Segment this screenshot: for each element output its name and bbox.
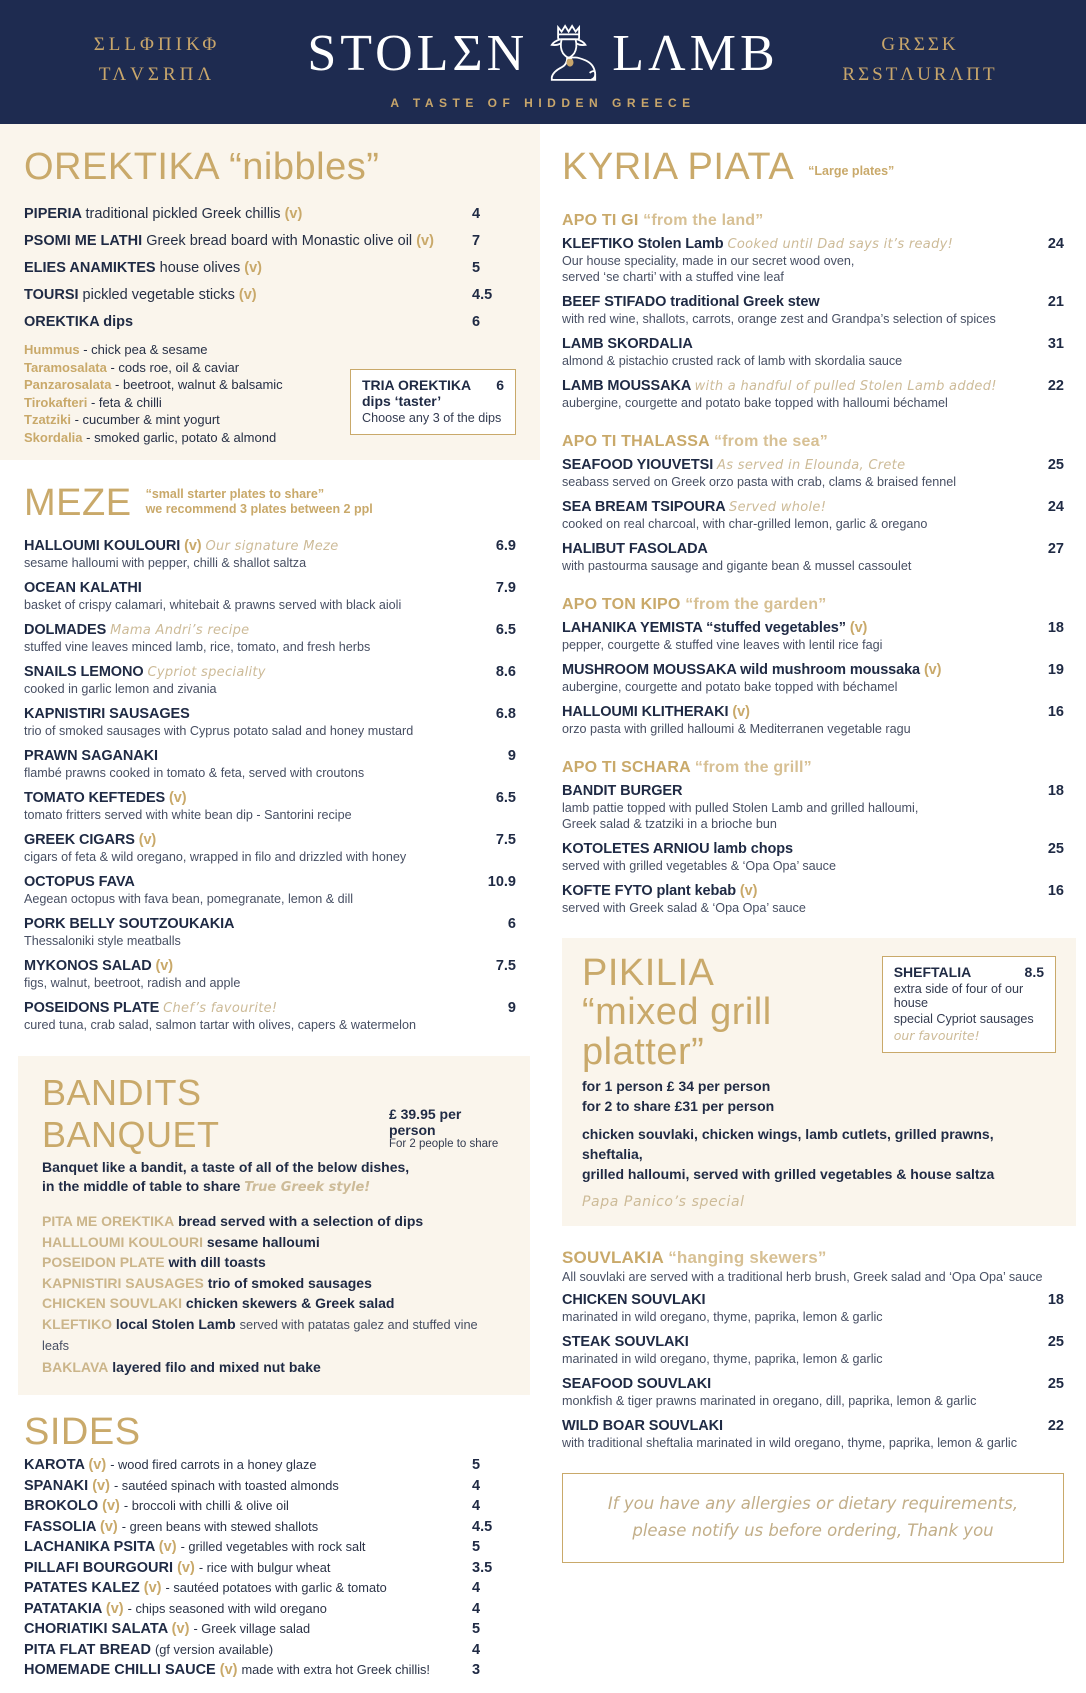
section-kyria-piata xyxy=(540,124,1086,916)
sides-item[interactable] xyxy=(24,1601,516,1617)
allergy-line1: If you have any allergies or dietary requirements, xyxy=(607,1494,1019,1513)
kyria-item[interactable] xyxy=(562,783,1064,832)
kyria-item-name: SEA BREAM TSIPOURA Served whole! xyxy=(562,499,827,515)
kyria-item[interactable] xyxy=(562,620,1064,653)
sides-item[interactable] xyxy=(24,1519,516,1535)
kyria-item-desc: aubergine, courgette and potato bake topped with halloumi béchamel xyxy=(562,396,948,410)
banquet-item-name: HALLLOUMI KOULOURI xyxy=(42,1233,203,1250)
banquet-item xyxy=(42,1232,506,1253)
souvlakia-item-desc: marinated in wild oregano, thyme, paprika, lemon & garlic xyxy=(562,1310,883,1324)
section-meze xyxy=(0,460,540,1048)
souvlakia-item-list xyxy=(562,1292,1064,1451)
banquet-price: £ 39.95 per person xyxy=(388,1106,462,1138)
orektika-item-list xyxy=(24,206,516,330)
meze-item-desc: sesame halloumi with pepper, chilli & shallot saltza xyxy=(24,556,307,570)
kyria-item-name: MUSHROOM MOUSSAKA wild mushroom moussaka (v) xyxy=(562,662,942,678)
meze-item-desc: flambé prawns cooked in tomato & feta, served with croutons xyxy=(24,766,365,780)
kyria-item-price: 24 xyxy=(1047,236,1064,252)
kyria-group-heading: APO TON KIPO “from the garden” xyxy=(562,596,827,613)
banquet-title: BANDITS BANQUET xyxy=(42,1072,220,1155)
meze-item-name: POSEIDONS PLATE Chef’s favourite! xyxy=(24,1000,278,1016)
sides-item-label: PATATAKIA (v) - chips seasoned with wild oregano xyxy=(24,1600,327,1617)
meze-item-desc: Aegean octopus with fava bean, pomegranate, lemon & dill xyxy=(24,892,354,906)
souvlakia-heading: SOUVLAKIA “hanging skewers” xyxy=(562,1248,827,1267)
orektika-dips-list xyxy=(24,341,332,446)
allergy-notice xyxy=(562,1473,1064,1563)
meze-item-name: OCTOPUS FAVA xyxy=(24,874,135,890)
banquet-item-name: BAKLAVA xyxy=(42,1358,109,1375)
meze-item-price: 6.8 xyxy=(495,706,516,722)
banquet-item-desc: bread served with a selection of dips xyxy=(178,1213,424,1229)
kyria-group xyxy=(562,596,1064,737)
meze-note: “small starter plates to share” we recommend 3 plates between 2 ppl xyxy=(145,487,373,516)
orektika-item-price: 5 xyxy=(472,260,481,276)
tria-orektika-price: 6 xyxy=(496,377,504,393)
banquet-item xyxy=(42,1273,506,1294)
sides-item[interactable] xyxy=(24,1662,516,1678)
sides-item-label: SPANAKI (v) - sautéed spinach with toasted almonds xyxy=(24,1477,339,1494)
sides-item-price: 4 xyxy=(472,1498,481,1514)
orektika-item-price: 4.5 xyxy=(472,287,493,303)
orektika-item[interactable] xyxy=(24,287,516,303)
banquet-item-name: PITA ME OREKTIKA xyxy=(42,1213,175,1229)
souvlakia-item-price: 22 xyxy=(1047,1418,1064,1434)
banquet-item xyxy=(42,1314,506,1357)
kyria-item-desc: aubergine, courgette and potato bake topped with béchamel xyxy=(562,680,898,694)
kyria-item-price: 25 xyxy=(1047,457,1064,473)
section-pikilia xyxy=(562,938,1076,1226)
meze-item[interactable] xyxy=(24,958,516,991)
meze-item[interactable] xyxy=(24,748,516,781)
section-bandits-banquet xyxy=(18,1056,530,1395)
meze-item-desc: Thessaloniki style meatballs xyxy=(24,934,181,948)
kyria-item-desc: pepper, courgette & stuffed vine leaves with lentil rice fagi xyxy=(562,638,883,652)
banquet-item-extra: served with patatas galez and stuffed vine leafs xyxy=(42,1316,478,1353)
sheftalia-desc-1: extra side of four of our house xyxy=(893,982,1024,1010)
meze-item-desc: basket of crispy calamari, whitebait & prawns served with black aioli xyxy=(24,598,402,612)
kyria-item-name: BEEF STIFADO traditional Greek stew xyxy=(562,294,820,310)
kyria-item-name: LAMB SKORDALIA xyxy=(562,336,693,352)
sides-item[interactable] xyxy=(24,1642,516,1658)
section-orektika xyxy=(0,124,540,460)
souvlakia-item-name: STEAK SOUVLAKI xyxy=(562,1334,689,1350)
orektika-item-label: OREKTIKA dips xyxy=(24,314,134,330)
orektika-item-label: ELIES ANAMIKTES house olives (v) xyxy=(24,260,262,276)
kyria-item-desc: served with Greek salad & ‘Opa Opa’ sauce xyxy=(562,901,806,915)
orektika-item[interactable] xyxy=(24,206,516,222)
sides-item-price: 4 xyxy=(472,1477,481,1494)
kyria-group-list xyxy=(562,212,1064,916)
kyria-title: KYRIA PIATA xyxy=(562,146,795,188)
allergy-line2: please notify us before ordering, Thank you xyxy=(632,1521,994,1540)
sheftalia-desc-2: special Cypriot sausages xyxy=(893,1012,1034,1026)
meze-item-desc: cigars of feta & wild oregano, wrapped in filo and drizzled with honey xyxy=(24,850,407,864)
banquet-item xyxy=(42,1293,506,1314)
meze-item-name: PRAWN SAGANAKI xyxy=(24,748,158,764)
dip-line: Hummus - chick pea & sesame xyxy=(24,342,208,357)
left-column xyxy=(0,124,540,1693)
kyria-item-name: HALLOUMI KLITHERAKI (v) xyxy=(562,704,750,720)
banquet-item-name: KLEFTIKO xyxy=(42,1315,112,1332)
souvlakia-item-price: 18 xyxy=(1047,1292,1064,1308)
pikilia-prices: for 1 person £ 34 per person for 2 to share £31 per person xyxy=(582,1078,775,1114)
sides-item-label: PITA FLAT BREAD (gf version available) xyxy=(24,1641,274,1658)
kyria-item[interactable] xyxy=(562,541,1064,574)
brand-word-lamb: LΛMB xyxy=(612,24,779,82)
meze-item-price: 7.5 xyxy=(495,832,516,848)
header-left-greek-text xyxy=(42,30,272,90)
sides-item[interactable] xyxy=(24,1478,516,1494)
kyria-group-heading: APO TI SCHARA “from the grill” xyxy=(562,759,812,776)
kyria-group-heading: APO TI THALASSA “from the sea” xyxy=(562,433,828,450)
sides-item[interactable] xyxy=(24,1560,516,1576)
kyria-item-price: 25 xyxy=(1047,841,1064,857)
meze-item-price: 6.9 xyxy=(495,538,516,554)
pikilia-title-line1: PIKILIA xyxy=(582,952,715,994)
souvlakia-item-desc: marinated in wild oregano, thyme, paprika, lemon & garlic xyxy=(562,1352,883,1366)
kyria-item-price: 27 xyxy=(1047,541,1064,557)
brand-tagline: A TASTE OF HIDDEN GREECE xyxy=(390,95,696,110)
kyria-item-name: LAMB MOUSSAKA with a handful of pulled Stolen Lamb added! xyxy=(562,378,997,394)
meze-item-name: TOMATO KEFTEDES (v) xyxy=(24,790,187,806)
kyria-item-price: 16 xyxy=(1047,883,1064,899)
meze-item-price: 8.6 xyxy=(495,664,516,680)
orektika-title: OREKTIKA “nibbles” xyxy=(24,146,380,188)
sides-item-price: 4.5 xyxy=(472,1518,493,1535)
sheftalia-title: SHEFTALIA xyxy=(893,964,972,980)
orektika-item[interactable] xyxy=(24,260,516,276)
kyria-item-desc: almond & pistachio crusted rack of lamb with skordalia sauce xyxy=(562,354,903,368)
kyria-item-name: HALIBUT FASOLADA xyxy=(562,541,708,557)
kyria-item-name: KLEFTIKO Stolen Lamb Cooked until Dad says it’s ready! xyxy=(562,236,954,252)
sides-item[interactable] xyxy=(24,1539,516,1555)
sides-item-list xyxy=(24,1457,516,1678)
meze-item-desc: figs, walnut, beetroot, radish and apple xyxy=(24,976,241,990)
pikilia-hand-note: Papa Panico’s special xyxy=(582,1194,745,1210)
banquet-item-desc: chicken skewers & Greek salad xyxy=(185,1295,395,1311)
banquet-item xyxy=(42,1211,506,1232)
banquet-item-name: KAPNISTIRI SAUSAGES xyxy=(42,1274,204,1291)
right-column xyxy=(540,124,1086,1693)
meze-item[interactable] xyxy=(24,706,516,739)
dip-line: Tzatziki - cucumber & mint yogurt xyxy=(24,412,220,427)
kyria-item[interactable] xyxy=(562,499,1064,532)
kyria-item-desc: seabass served on Greek orzo pasta with crab, clams & braised fennel xyxy=(562,475,957,489)
souvlakia-item-desc: monkfish & tiger prawns marinated in oregano, dill, paprika, lemon & garlic xyxy=(562,1394,977,1408)
kyria-item[interactable] xyxy=(562,294,1064,327)
orektika-item[interactable] xyxy=(24,233,516,249)
dip-line: Taramosalata - cods roe, oil & caviar xyxy=(24,359,240,375)
kyria-item-name: SEAFOOD YIOUVETSI As served in Elounda, Crete xyxy=(562,457,906,473)
menu-body xyxy=(0,124,1086,1693)
banquet-item-desc: trio of smoked sausages xyxy=(207,1274,372,1291)
souvlakia-item[interactable] xyxy=(562,1376,1064,1409)
orektika-item[interactable] xyxy=(24,314,516,330)
meze-item-name: HALLOUMI KOULOURI (v) Our signature Meze xyxy=(24,538,339,554)
souvlakia-item-name: WILD BOAR SOUVLAKI xyxy=(562,1418,723,1434)
sides-item-price: 4 xyxy=(472,1600,481,1617)
souvlakia-item-name: CHICKEN SOUVLAKI xyxy=(562,1292,706,1308)
header-left-line1: ΣLLΦΠΙΚΦ xyxy=(93,34,221,55)
banquet-item-name: CHICKEN SOUVLAKI xyxy=(42,1295,183,1311)
sheftalia-hand: our favourite! xyxy=(893,1028,980,1043)
sides-item[interactable] xyxy=(24,1457,516,1473)
orektika-item-label: PIPERIA traditional pickled Greek chillis (v) xyxy=(24,206,303,222)
meze-item[interactable] xyxy=(24,916,516,949)
meze-item[interactable] xyxy=(24,832,516,865)
banquet-item-name: POSEIDON PLATE xyxy=(42,1254,165,1270)
dip-line: Skordalia - smoked garlic, potato & almond xyxy=(24,429,277,445)
tria-orektika-box[interactable] xyxy=(350,369,516,435)
meze-item-price: 9 xyxy=(507,1000,516,1016)
banquet-intro-hand: True Greek style! xyxy=(244,1180,371,1195)
kyria-group xyxy=(562,433,1064,574)
header-right-line2: RΣSTΛURΛΠT xyxy=(842,64,998,85)
menu-header xyxy=(0,0,1086,124)
header-left-line2: ΤΛVΣRΠΛ xyxy=(98,64,216,85)
meze-item[interactable] xyxy=(24,622,516,655)
sides-item[interactable] xyxy=(24,1580,516,1596)
kyria-item-desc: lamb pattie topped with pulled Stolen Lamb and grilled halloumi, Greek salad & tzatziki in a brioche bun xyxy=(562,801,919,831)
meze-item-price: 6.5 xyxy=(495,790,516,806)
pikilia-description: chicken souvlaki, chicken wings, lamb cutlets, grilled prawns, sheftalia, grilled halloumi, served with grilled vegetables & house saltza xyxy=(582,1126,995,1182)
souvlakia-item-name: SEAFOOD SOUVLAKI xyxy=(562,1376,712,1392)
souvlakia-item[interactable] xyxy=(562,1334,1064,1367)
brand-logo xyxy=(307,19,778,110)
kyria-note: “Large plates” xyxy=(808,164,895,178)
meze-item-desc: stuffed vine leaves minced lamb, rice, tomato, and fresh herbs xyxy=(24,640,371,654)
kyria-item[interactable] xyxy=(562,457,1064,490)
sides-item-label: PATATES KALEZ (v) - sautéed potatoes with garlic & tomato xyxy=(24,1580,387,1596)
meze-item[interactable] xyxy=(24,790,516,823)
sides-item[interactable] xyxy=(24,1621,516,1637)
orektika-item-price: 4 xyxy=(472,206,481,222)
sides-item-price: 3.5 xyxy=(472,1559,493,1576)
kyria-item[interactable] xyxy=(562,378,1064,411)
meze-item[interactable] xyxy=(24,664,516,697)
meze-item-desc: cooked in garlic lemon and zivania xyxy=(24,682,217,696)
kyria-item-price: 18 xyxy=(1047,783,1064,799)
meze-item-desc: trio of smoked sausages with Cyprus potato salad and honey mustard xyxy=(24,724,414,738)
section-sides xyxy=(0,1395,540,1693)
banquet-item xyxy=(42,1252,506,1273)
kyria-item-desc: Our house speciality, made in our secret wood oven, served ‘se charti’ with a stuffed vine leaf xyxy=(562,254,855,284)
kyria-group-heading: APO TI GI “from the land” xyxy=(562,212,764,229)
meze-item-price: 9 xyxy=(507,748,516,764)
banquet-price-block xyxy=(389,1106,506,1156)
sides-item-price: 3 xyxy=(472,1662,481,1678)
sheftalia-price: 8.5 xyxy=(1024,964,1044,980)
sheftalia-box[interactable] xyxy=(882,956,1056,1053)
meze-title: MEZE xyxy=(24,482,132,524)
kyria-item-price: 21 xyxy=(1047,294,1064,310)
kyria-item-name: KOFTE FYTO plant kebab (v) xyxy=(562,883,758,899)
kyria-item-desc: cooked on real charcoal, with char-grilled lemon, garlic & oregano xyxy=(562,517,928,531)
banquet-item-list xyxy=(42,1211,506,1377)
kyria-item[interactable] xyxy=(562,662,1064,695)
sides-item-label: HOMEMADE CHILLI SAUCE (v) made with extra hot Greek chillis! xyxy=(24,1662,430,1678)
kyria-item-desc: with red wine, shallots, carrots, orange zest and Grandpa’s selection of spices xyxy=(562,312,996,326)
sides-item-label: KAROTA (v) - wood fired carrots in a honey glaze xyxy=(24,1457,317,1473)
header-right-text xyxy=(800,30,1040,90)
pikilia-title-line2: “mixed grill platter” xyxy=(582,991,772,1073)
meze-item-name: GREEK CIGARS (v) xyxy=(24,832,157,848)
banquet-price-note: For 2 people to share xyxy=(388,1138,499,1150)
meze-item-list xyxy=(24,538,516,1033)
meze-item-price: 7.5 xyxy=(495,958,516,974)
sides-item[interactable] xyxy=(24,1498,516,1514)
orektika-item-label: PSOMI ME LATHI Greek bread board with Monastic olive oil (v) xyxy=(24,233,434,249)
banquet-item xyxy=(42,1357,506,1378)
sides-title: SIDES xyxy=(24,1411,141,1453)
banquet-intro: Banquet like a bandit, a taste of all of the below dishes, in the middle of table to share True Greek style! xyxy=(42,1159,410,1195)
meze-item-name: SNAILS LEMONO Cypriot speciality xyxy=(24,664,266,680)
sides-item-price: 5 xyxy=(472,1457,481,1473)
souvlakia-item[interactable] xyxy=(562,1292,1064,1325)
kyria-item[interactable] xyxy=(562,336,1064,369)
meze-item-name: PORK BELLY SOUTZOUKAKIA xyxy=(24,916,235,932)
sides-item-price: 5 xyxy=(472,1621,481,1637)
meze-item-name: MYKONOS SALAD (v) xyxy=(24,958,173,974)
dip-line: Tirokafteri - feta & chilli xyxy=(24,394,162,410)
kyria-item-price: 31 xyxy=(1047,336,1064,352)
kyria-item-price: 16 xyxy=(1047,704,1064,720)
kyria-group xyxy=(562,759,1064,916)
tria-orektika-note: Choose any 3 of the dips xyxy=(362,411,502,425)
banquet-item-desc: with dill toasts xyxy=(168,1254,266,1270)
kyria-item-price: 18 xyxy=(1047,620,1064,636)
kyria-item-name: BANDIT BURGER xyxy=(562,783,683,799)
sides-item-price: 5 xyxy=(472,1539,481,1555)
tria-orektika-title: TRIA OREKTIKA xyxy=(362,377,472,393)
souvlakia-item[interactable] xyxy=(562,1418,1064,1451)
meze-item-desc: cured tuna, crab salad, salmon tartar with olives, capers & watermelon xyxy=(24,1018,416,1032)
meze-item-desc: tomato fritters served with white bean dip - Santorini recipe xyxy=(24,808,352,822)
banquet-item-desc: sesame halloumi xyxy=(206,1233,320,1250)
meze-item-name: OCEAN KALATHI xyxy=(24,580,142,596)
kyria-item-desc: with pastourma sausage and gigante bean & mussel cassoulet xyxy=(562,559,912,573)
kyria-item-price: 19 xyxy=(1047,662,1064,678)
meze-item[interactable] xyxy=(24,538,516,571)
meze-item-price: 6 xyxy=(507,916,516,932)
sides-item-price: 4 xyxy=(472,1641,481,1658)
kyria-item[interactable] xyxy=(562,883,1064,916)
dip-line: Panzarosalata - beetroot, walnut & balsamic xyxy=(24,377,283,392)
brand-word-stolen: STOLΣN xyxy=(307,24,529,82)
section-souvlakia xyxy=(540,1226,1086,1451)
kyria-item-desc: orzo pasta with grilled halloumi & Mediterranen vegetable ragu xyxy=(562,722,911,736)
meze-item-name: KAPNISTIRI SAUSAGES xyxy=(24,706,190,722)
souvlakia-item-price: 25 xyxy=(1047,1376,1064,1392)
sides-item-label: BROKOLO (v) - broccoli with chilli & olive oil xyxy=(24,1498,289,1514)
kyria-item-name: LAHANIKA YEMISTA “stuffed vegetables” (v) xyxy=(562,620,868,636)
tria-orektika-subtitle: dips ‘taster’ xyxy=(362,393,442,409)
orektika-item-label: TOURSI pickled vegetable sticks (v) xyxy=(24,287,257,303)
orektika-item-price: 7 xyxy=(472,233,481,249)
header-right-line1: GRΣΣK xyxy=(881,34,959,55)
kyria-item-desc: served with grilled vegetables & ‘Opa Opa’ sauce xyxy=(562,859,836,873)
kyria-item[interactable] xyxy=(562,236,1064,285)
banquet-item-desc: layered filo and mixed nut bake xyxy=(112,1358,321,1375)
meze-item-price: 6.5 xyxy=(495,622,516,638)
sides-item-price: 4 xyxy=(472,1580,481,1596)
orektika-item-price: 6 xyxy=(472,314,481,330)
souvlakia-note: All souvlaki are served with a traditional herb brush, Greek salad and ‘Opa Opa’ sauce xyxy=(562,1270,1043,1284)
meze-item-price: 10.9 xyxy=(487,874,516,890)
souvlakia-item-price: 25 xyxy=(1047,1334,1064,1350)
kyria-item[interactable] xyxy=(562,704,1064,737)
sides-item-label: FASSOLIA (v) - green beans with stewed shallots xyxy=(24,1518,319,1535)
meze-item[interactable] xyxy=(24,580,516,613)
kyria-item-price: 22 xyxy=(1047,378,1064,394)
kyria-group xyxy=(562,212,1064,411)
sides-item-label: LACHANIKA PSITA (v) - grilled vegetables with rock salt xyxy=(24,1539,366,1555)
kyria-item[interactable] xyxy=(562,841,1064,874)
kyria-item-name: KOTOLETES ARNIOU lamb chops xyxy=(562,841,793,857)
souvlakia-item-desc: with traditional sheftalia marinated in wild oregano, thyme, paprika, lemon & garlic xyxy=(562,1436,1018,1450)
kyria-item-price: 24 xyxy=(1047,499,1064,515)
meze-item[interactable] xyxy=(24,1000,516,1033)
meze-item[interactable] xyxy=(24,874,516,907)
banquet-item-desc: local Stolen Lamb xyxy=(115,1315,236,1332)
sides-item-label: CHORIATIKI SALATA (v) - Greek village salad xyxy=(24,1621,311,1637)
meze-item-name: DOLMADES Mama Andri’s recipe xyxy=(24,622,250,638)
seated-lamb-with-chef-hat-icon xyxy=(534,19,606,89)
sides-item-label: PILLAFI BOURGOURI (v) - rice with bulgur wheat xyxy=(24,1559,331,1576)
meze-item-price: 7.9 xyxy=(495,580,516,596)
